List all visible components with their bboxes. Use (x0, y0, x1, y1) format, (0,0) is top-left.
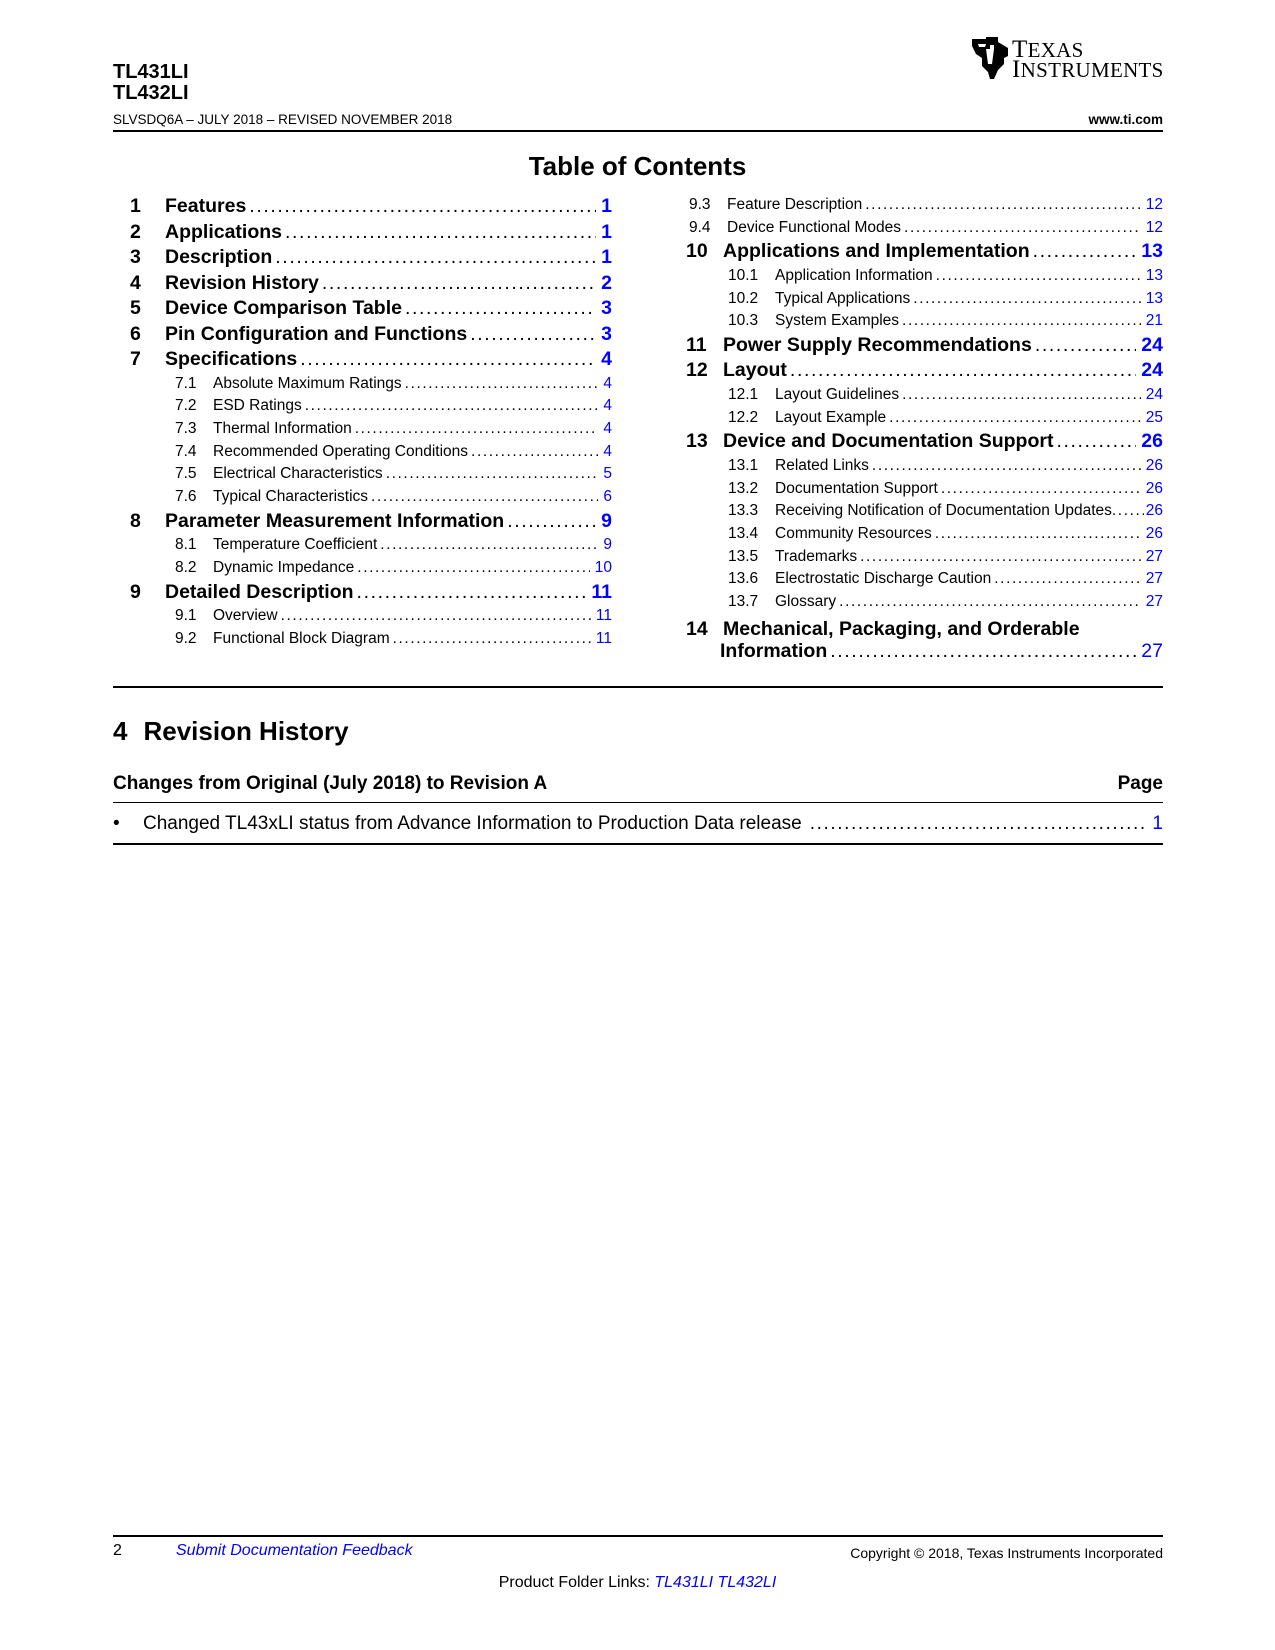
revision-table-header (113, 773, 1163, 795)
ti-logo-wordmark (1012, 36, 1164, 83)
toc-leader (913, 288, 1140, 311)
toc-num: 10.3 (728, 312, 759, 330)
toc-page-link[interactable]: 9 (601, 509, 612, 532)
toc-num: 8 (130, 509, 141, 532)
submit-feedback-link[interactable]: Submit Documentation Feedback (176, 1542, 413, 1559)
toc-subitem[interactable] (686, 217, 1163, 240)
part-number-2: TL432LI (113, 82, 189, 104)
toc-page-link[interactable]: 3 (601, 322, 612, 345)
toc-right-column (686, 194, 1163, 662)
toc-item[interactable] (686, 333, 1163, 359)
toc-leader (902, 384, 1141, 407)
toc-title-text: Electrostatic Discharge Caution (775, 570, 992, 588)
toc-page-link[interactable]: 26 (1145, 456, 1163, 474)
toc-num: 14 (686, 617, 708, 640)
toc-num: 9.4 (689, 218, 711, 236)
toc-title-text: Typical Applications (775, 289, 911, 307)
toc-title-text: Typical Characteristics (213, 487, 369, 505)
toc-page-link[interactable]: 11 (595, 629, 612, 647)
toc-page-link[interactable]: 1 (601, 220, 612, 243)
toc-title-text: Specifications (165, 348, 298, 370)
toc-item[interactable] (686, 358, 1163, 384)
toc-subitem[interactable] (686, 194, 1163, 217)
document-title (113, 62, 189, 104)
toc-title-text: ESD Ratings (213, 397, 302, 415)
toc-subitem[interactable] (130, 486, 612, 509)
toc-leader (393, 628, 591, 651)
toc-leader (471, 441, 598, 464)
revision-bottom-rule (113, 843, 1163, 845)
toc-leader (1112, 500, 1144, 523)
toc-page-link[interactable]: 24 (1145, 385, 1163, 403)
toc-page-link[interactable]: 13 (1141, 240, 1163, 263)
toc-title-line-1: Mechanical, Packaging, and Orderable (723, 617, 1080, 640)
toc-subitem[interactable] (686, 591, 1163, 614)
toc-title-text: Related Links (775, 456, 869, 474)
ti-logo (968, 36, 1163, 84)
toc-page-link[interactable]: 10 (594, 558, 612, 576)
toc-item[interactable] (686, 239, 1163, 265)
toc-page-link[interactable]: 9 (603, 536, 612, 554)
toc-page-link[interactable]: 21 (1145, 312, 1163, 330)
toc-leader (249, 194, 596, 220)
toc-subitem[interactable] (686, 478, 1163, 501)
toc-page-link[interactable]: 5 (603, 465, 612, 483)
toc-num: 7.5 (175, 465, 197, 483)
toc-subitem[interactable] (686, 310, 1163, 333)
toc-page-link[interactable]: 26 (1141, 430, 1163, 453)
toc-item[interactable] (130, 271, 612, 297)
toc-item[interactable] (130, 322, 612, 348)
toc-title-text: Power Supply Recommendations (723, 333, 1032, 356)
toc-subitem[interactable] (686, 546, 1163, 569)
toc-num: 10.2 (728, 289, 759, 307)
toc-page-link[interactable]: 27 (1145, 592, 1163, 610)
toc-title-text: Overview (213, 607, 278, 624)
change-page-link[interactable]: 1 (1152, 813, 1163, 834)
toc-title-text: Pin Configuration and Functions (165, 322, 468, 345)
toc-title-text: Applications (165, 220, 283, 243)
toc-num: 9 (130, 580, 141, 603)
toc-page-link[interactable]: 4 (603, 442, 612, 460)
toc-leader (865, 194, 1140, 217)
toc-item[interactable] (130, 580, 612, 606)
toc-page-link[interactable]: 4 (603, 374, 612, 392)
product-folder-links (0, 1574, 1275, 1592)
toc-title-text: Features (165, 195, 247, 217)
toc-leader (322, 271, 596, 297)
toc-num: 1 (130, 195, 141, 217)
toc-leader (994, 568, 1141, 591)
toc-num: 7.2 (175, 397, 197, 415)
toc-subitem[interactable] (686, 407, 1163, 430)
toc-title-text: Description (165, 246, 273, 268)
toc-title-text: Documentation Support (775, 479, 938, 497)
toc-num: 7.6 (175, 487, 197, 505)
change-text: Changed TL43xLI status from Advance Information to Production Data release (143, 813, 802, 834)
toc-title-text: Layout Guidelines (775, 385, 900, 403)
toc-title-text: System Examples (775, 312, 900, 330)
toc-num: 6 (130, 322, 141, 345)
toc-title-text: Dynamic Impedance (213, 558, 355, 576)
toc-num: 13.3 (728, 502, 759, 520)
toc-title-text: Glossary (775, 592, 837, 610)
logo-word-1: EXAS (1027, 38, 1084, 62)
toc-num: 3 (130, 246, 141, 268)
toc-leader (889, 407, 1141, 430)
toc-page-link[interactable]: 3 (601, 297, 612, 319)
toc-leader (275, 245, 596, 271)
footer-rule (113, 1535, 1163, 1537)
bullet: • (113, 813, 120, 834)
toc-subitem[interactable] (686, 568, 1163, 591)
toc-title-text: Detailed Description (165, 580, 354, 603)
toc-num: 4 (130, 271, 141, 294)
toc-leader (1056, 429, 1136, 455)
toc-item[interactable] (686, 618, 1163, 662)
toc-leader (355, 418, 599, 441)
toc-title-text: Device and Documentation Support (723, 430, 1054, 453)
toc-title-text: Application Information (775, 266, 933, 284)
toc-title-text: Recommended Operating Conditions (213, 442, 469, 460)
toc-title-text: Layout Example (775, 408, 887, 426)
toc-page-link[interactable]: 27 (1141, 639, 1163, 662)
toc-num: 10 (686, 240, 708, 263)
document-revision-line: SLVSDQ6A – JULY 2018 – REVISED NOVEMBER 2018 (113, 112, 453, 127)
toc-subitem[interactable] (130, 395, 612, 418)
toc-page-link[interactable]: 2 (601, 271, 612, 294)
toc-subitem[interactable] (130, 628, 612, 651)
product-link-tl432li[interactable]: TL432LI (717, 1574, 777, 1591)
product-links-label: Product Folder Links: (498, 1574, 650, 1591)
toc-num: 9.3 (689, 196, 711, 213)
toc-subitem[interactable] (130, 557, 612, 580)
toc-page-link[interactable]: 24 (1141, 359, 1163, 382)
toc-subitem[interactable] (686, 523, 1163, 546)
toc-page-link[interactable]: 12 (1145, 196, 1163, 213)
toc-subitem[interactable] (130, 418, 612, 441)
toc-title-text: Receiving Notification of Documentation Updates (775, 502, 1112, 520)
toc-num: 10.1 (728, 266, 759, 284)
toc-title-text: Layout (723, 359, 787, 382)
toc-num: 11 (686, 333, 707, 356)
toc-title-text: Thermal Information (213, 419, 352, 437)
toc-page-link[interactable]: 12 (1145, 218, 1163, 236)
toc-leader (1035, 333, 1136, 359)
toc-page-link[interactable]: 1 (601, 195, 612, 217)
page-number: 2 (113, 1542, 122, 1559)
toc-page-link[interactable]: 13 (1145, 266, 1163, 284)
toc-title-text: Community Resources (775, 524, 932, 542)
toc-title-text: Applications and Implementation (723, 240, 1030, 263)
toc-subitem[interactable] (686, 288, 1163, 311)
toc-num: 13 (686, 430, 708, 453)
toc-page-link[interactable]: 13 (1145, 289, 1163, 307)
toc-leader (470, 322, 596, 348)
toc-leader (386, 463, 599, 486)
section-number: 4 (113, 716, 128, 746)
toc-title-text: Electrical Characteristics (213, 465, 383, 483)
toc-leader (830, 640, 1136, 662)
toc-subitem[interactable] (130, 605, 612, 628)
toc-title-text: Parameter Measurement Information (165, 509, 505, 532)
product-link-tl431li[interactable]: TL431LI (654, 1574, 714, 1591)
toc-title-text: Trademarks (775, 547, 858, 565)
toc-leader (790, 358, 1136, 384)
toc-leader (371, 486, 598, 509)
page-header: Page (1117, 773, 1163, 794)
toc-subitem[interactable] (686, 455, 1163, 478)
toc-page-link[interactable]: 4 (601, 348, 612, 370)
toc-page-link[interactable]: 24 (1141, 333, 1163, 356)
toc-page-link[interactable]: 27 (1145, 547, 1163, 565)
toc-title-text: Feature Description (727, 196, 863, 213)
toc-page-link[interactable]: 6 (603, 487, 612, 505)
toc-title-line-2: Information (720, 639, 828, 662)
toc-leader (357, 557, 589, 580)
section-title: Revision History (143, 716, 349, 746)
toc-item[interactable] (130, 296, 612, 322)
toc-num: 5 (130, 297, 141, 319)
toc-subitem[interactable] (686, 500, 1163, 523)
logo-line-2: INSTRUMENTS (1012, 56, 1164, 83)
toc-page-link[interactable]: 25 (1145, 408, 1163, 426)
toc-subitem[interactable] (130, 441, 612, 464)
toc-leader (904, 217, 1141, 240)
toc-subitem[interactable] (686, 265, 1163, 288)
toc-num: 7 (130, 348, 141, 370)
revision-change-row (113, 813, 1163, 835)
logo-line-1: TEXAS (1012, 36, 1084, 63)
toc-title-text: Revision History (165, 271, 319, 294)
toc-num: 7.1 (175, 374, 197, 392)
toc-page-link[interactable]: 4 (603, 397, 612, 415)
website-link[interactable]: www.ti.com (1088, 112, 1163, 127)
toc-item[interactable] (130, 347, 612, 373)
toc-num: 8.1 (175, 536, 197, 554)
toc-title-text: Absolute Maximum Ratings (213, 374, 402, 392)
toc-num: 12.2 (728, 408, 759, 426)
toc-bottom-rule (113, 686, 1163, 688)
toc-title-text: Device Functional Modes (727, 218, 902, 236)
toc-item[interactable] (130, 220, 612, 246)
toc-num: 7.3 (175, 419, 197, 437)
toc-leader (872, 455, 1141, 478)
toc-page-link[interactable]: 1 (601, 246, 612, 268)
header-rule (113, 130, 1163, 132)
toc-subitem[interactable] (130, 534, 612, 557)
toc-item[interactable] (686, 429, 1163, 455)
section-heading (113, 716, 349, 747)
toc-title-text: Device Comparison Table (165, 297, 402, 319)
toc-page-link[interactable]: 27 (1145, 570, 1163, 588)
toc-item[interactable] (130, 194, 612, 220)
copyright: Copyright © 2018, Texas Instruments Incorporated (850, 1545, 1163, 1561)
toc-leader (941, 478, 1141, 501)
change-header: Changes from Original (July 2018) to Revision A (113, 773, 548, 794)
logo-word-2: NSTRUMENTS (1020, 58, 1164, 82)
toc-num: 13.7 (728, 592, 759, 610)
toc-num: 2 (130, 220, 141, 243)
toc-page-link[interactable]: 26 (1145, 502, 1163, 520)
toc-num: 12.1 (728, 385, 759, 403)
toc-page-link[interactable]: 4 (603, 419, 612, 437)
toc-leader (305, 395, 599, 418)
toc-leader (405, 373, 599, 396)
toc-num: 13.6 (728, 570, 759, 588)
toc-num: 13.4 (728, 524, 759, 542)
change-leader (810, 813, 1147, 835)
toc-page-link[interactable]: 26 (1145, 524, 1163, 542)
toc-leader (1033, 239, 1137, 265)
toc-leader (936, 265, 1141, 288)
toc-subitem[interactable] (130, 373, 612, 396)
toc-left-column (130, 194, 612, 650)
toc-num: 9.1 (175, 607, 197, 624)
toc-num: 13.2 (728, 479, 759, 497)
toc-title-text: Temperature Coefficient (213, 536, 378, 554)
toc-num: 8.2 (175, 558, 197, 576)
part-number-1: TL431LI (113, 61, 189, 83)
toc-num: 13.5 (728, 547, 759, 565)
toc-leader (285, 220, 596, 246)
toc-num: 12 (686, 359, 708, 382)
ti-logo-icon (968, 36, 1010, 80)
toc-leader (507, 509, 596, 535)
toc-page-link[interactable]: 26 (1145, 479, 1163, 497)
toc-page-link[interactable]: 11 (595, 607, 612, 624)
toc-num: 9.2 (175, 629, 197, 647)
toc-subitem[interactable] (686, 384, 1163, 407)
toc-num: 13.1 (728, 456, 759, 474)
toc-item[interactable] (130, 245, 612, 271)
toc-leader (380, 534, 598, 557)
toc-num: 7.4 (175, 442, 197, 460)
toc-title: Table of Contents (528, 151, 747, 181)
toc-item[interactable] (130, 509, 612, 535)
toc-subitem[interactable] (130, 463, 612, 486)
toc-leader (300, 347, 596, 373)
toc-leader (860, 546, 1141, 569)
toc-title-text: Functional Block Diagram (213, 629, 390, 647)
toc-leader (281, 605, 591, 628)
toc-leader (902, 310, 1141, 333)
toc-page-link[interactable]: 11 (591, 580, 612, 603)
toc-leader (357, 580, 587, 606)
toc-leader (935, 523, 1141, 546)
toc-leader (839, 591, 1141, 614)
revision-header-rule (113, 802, 1163, 803)
toc-leader (405, 296, 596, 322)
